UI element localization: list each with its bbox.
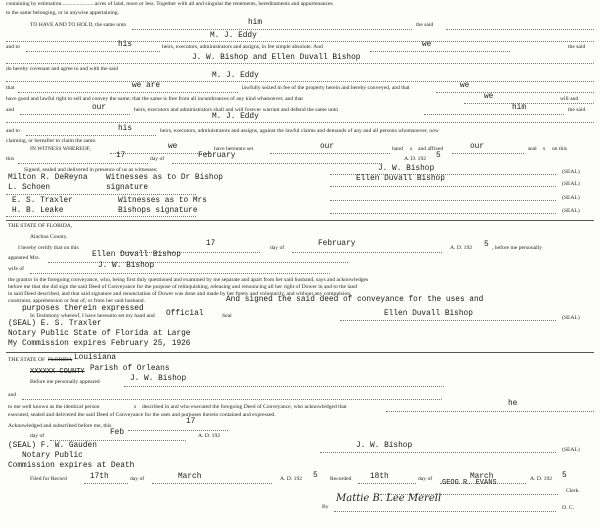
header-line-1: containing by estimation........................acres of land, more or less. Together with all and singular the tenements, hereditaments and appurtenances [6,1,333,7]
heirs-clause: heirs, executors, administrators and assigns, in fee simple absolute. And [162,44,323,50]
purposes-typed: purposes therein expressed [22,305,144,313]
signature-line [320,452,556,453]
la-executed: executed, sealed and delivered the said Deed of Conveyance for the uses and purposes therein contained and expressed. [8,412,276,418]
fill-line [464,103,594,104]
that-label: that [6,85,15,91]
fill-line [6,122,594,123]
florida-certify: I hereby certify that on this [18,245,79,251]
florida-day: 17 [206,240,216,248]
la-month: Feb [110,429,125,437]
filed-day-of: day of [130,476,145,482]
witness-year: 5 [436,152,441,160]
la-commission: Commission expires at Death [8,462,135,470]
the-said-2: the said [568,44,586,50]
witness-our-2: our [470,143,485,151]
la-before-me: Before me personally appeared [30,379,100,385]
signed-label: Signed, sealed and delivered in presence of us as witnesses: [24,167,158,173]
witness-1: Milton R. DeReyna [8,174,88,182]
filed-label: Filed for Record [30,476,67,482]
grantor-pronoun: we [422,41,432,49]
we-3: we [484,93,494,101]
this-label: this [6,156,15,162]
la-parish: Parish of Orleans [90,365,170,373]
fill-line [358,483,416,484]
notary-seal: (SEAL) E. S. Traxler [8,320,102,328]
seal-3: (SEAL) [562,195,580,201]
grantor-2-signature: Ellen Duvall Bishop [356,175,445,183]
seized-clause: lawfully seized in fee of the property herein and hereby conveyed, and that [242,85,410,91]
grantor-1-signature: J. W. Bishop [378,165,435,173]
fill-line [6,81,594,82]
filed-ad: A. D. 192 [280,476,303,482]
signature-line [340,320,556,321]
witness-day: 17 [116,152,126,160]
witness-4: H. B. Leake [12,207,64,215]
florida-county: Alachua County. [30,234,68,240]
fill-line [128,430,228,431]
recorded-month: March [470,473,494,481]
our: our [92,104,107,112]
notary-commission: My Commission expires February 25, 1926 [8,340,191,348]
witness-our: our [320,143,335,151]
covenant-grantee: M. J. Eddy [212,72,259,80]
la-state-struck: FLORIDA [48,357,73,363]
section-separator [6,352,594,353]
fill-line [424,114,564,115]
signature-line [330,186,556,187]
recorded-ad: A. D. 192 [530,476,553,482]
fill-line [124,386,444,387]
filed-day: 17th [90,473,109,481]
fill-line [26,135,156,136]
la-s: s [134,404,137,410]
deputy-signature: Mattie B. Lee Merell [336,493,442,504]
dc-label: D. C. [562,505,574,511]
fill-line [6,41,594,42]
la-ad: A. D. 192 [198,433,221,439]
habendum-label: TO HAVE AND TO HOLD, the same unto [30,22,127,28]
day-of: day of [150,156,165,162]
la-described: described in and who executed the foregoing Deed of Conveyance, who acknowledged that [142,404,347,410]
we-2: we [460,82,470,90]
la-notary: Notary Public [22,452,83,460]
fill-line [452,153,524,154]
la-state-prefix: THE STATE OF [8,357,46,363]
florida-signer: Ellen Duvall Bishop [384,310,473,318]
appeared-name: Ellen Duvall Bishop [92,251,181,259]
fill-line [446,29,594,30]
signature-line [330,200,556,201]
la-name: J. W. Bishop [130,375,187,383]
notary-title: Notary Public State of Florida at Large [8,330,191,338]
hand-s: s [410,146,413,152]
bishops-signature: Bishops signature [118,207,198,215]
ack-para-2: before me that she did sign the said Deed of Conveyance for the purpose of relinquishing, releasing and renouncing all her right of Dower in and to the land [8,284,358,290]
florida-year: 5 [484,241,489,249]
good-right-clause: have good and lawful right to sell and convey the same; that the same is free from all incumbrances of any kind whatsoever, and that [6,96,303,102]
la-and: and [8,392,17,398]
claiming: claiming, or hereafter to claim the same. [6,138,97,144]
florida-before-me: , before me personally [492,245,543,251]
and-label: and [6,107,15,113]
fill-line [292,252,442,253]
fill-line [172,163,382,164]
testimony-label: In Testimony whereof, I have hereunto set my hand and [30,313,155,319]
and-affixed: and affixed [418,146,444,152]
florida-month: February [318,240,356,248]
grantor-names: J. W. Bishop and Ellen Duvall Bishop [192,54,361,62]
clerk-label: Clerk. [566,488,580,494]
witness-3: E. S. Traxler [12,197,73,205]
by-label: By [322,504,329,510]
witness-month: February [198,152,236,160]
la-state-typed: Louisiana [74,354,117,362]
fill-line [6,63,594,64]
la-day: 17 [186,418,196,426]
filed-year: 5 [313,472,318,480]
fill-line [50,440,186,441]
la-grantor: J. W. Bishop [356,442,413,450]
la-seal: (SEAL) [562,447,580,453]
la-county-struck: XXXXXX COUNTY [30,368,85,376]
and-to: and to [6,44,20,50]
and-to-2: and to [6,128,20,134]
seal-label: seal [528,146,537,152]
hand-label: hand [392,146,403,152]
grantee-name-2: M. J. Eddy [212,113,259,121]
appeared-label: appeared Mrs. [8,255,40,261]
recorded-day-of: day of [418,476,433,482]
la-day-of: day of [30,433,45,439]
signature-line [334,511,556,512]
signature-line [330,213,556,214]
fill-line [20,114,130,115]
have-set: have hereunto set [214,146,254,152]
fill-line [386,411,594,412]
covenant-clause: do hereby covenant and agree to and with the said [6,66,118,72]
fill-line [132,29,412,30]
on-this: on this [552,146,568,152]
fill-line [30,273,330,274]
ack-para-3: in said Deed described, and that said signature and renunciation of Dower was done and made by her freely and voluntarily, and without any compulsion, [8,291,352,297]
the-said-3: the said [568,107,586,113]
clerk-name: GEOG R. EVANS [442,479,497,487]
seal-4: (SEAL) [562,208,580,214]
fill-line [152,483,272,484]
la-known: to me well known as the identical person [8,404,100,410]
filed-month: March [178,473,202,481]
seal-s: s [543,146,546,152]
fill-line [370,51,510,52]
ack-para-4: constraint, apprehension or fear of, or from her said husband. [8,298,146,304]
his-2: his [118,125,133,133]
fill-line [18,163,148,164]
recorded-label: Recorded [330,476,352,482]
witness-label: IN WITNESS WHEREOF, [30,146,91,152]
warrant-clause: heirs, executors and administrators shall and will forever warrant and defend the same unto [134,107,339,113]
fill-line [436,92,594,93]
signed-typed: And signed the said deed of conveyance for the uses and [226,296,484,304]
header-line-2: to the same belonging, or in anywise appertaining. [6,10,119,16]
fill-line [6,216,196,217]
lawful-claims: heirs, executors, administrators and assigns, against the lawful claims and demands of any and all persons whomsoever, now [160,128,439,134]
florida-state: THE STATE OF FLORIDA, [8,223,73,229]
recorded-day: 18th [370,473,389,481]
the-said: the said [416,22,434,28]
signature-word: signature [106,184,149,192]
witnesses-as-to-dr: Witnesses as to Dr Bishop [106,174,223,182]
la-seal-name: (SEAL) F. W. Gauden [8,442,97,450]
fill-line [84,483,128,484]
we-are: we are [132,82,161,90]
ack-para-1: the grantor in the foregoing conveyance, who, being first duly questioned and examined by me separate and apart from her said husband, says and acknowledges [8,277,369,283]
witness-2: L. Schoen [8,184,51,192]
wife-of-label: wife of [8,266,24,272]
florida-ad: A. D. 192 [450,245,473,251]
la-he: he [508,400,518,408]
grantee-name: M. J. Eddy [210,32,257,40]
witnesses-as-to-mrs: Witnesses as to Mrs [118,197,207,205]
seal-word: Seal [222,313,232,319]
recorded-year: 5 [562,472,567,480]
florida-seal: (SEAL) [562,315,580,321]
florida-day-of: day of [270,245,285,251]
grantee-pronoun: him [248,19,263,27]
seal-2: (SEAL) [562,181,580,187]
seal-1: (SEAL) [562,169,580,175]
fill-line [48,262,348,263]
section-separator [6,220,594,221]
fill-line [26,51,160,52]
la-ack-label: Acknowledged and subscribed before me, this [8,423,112,429]
fill-line [6,194,196,195]
husband-name: J. W. Bishop [98,262,155,270]
official-typed: Official [166,310,204,318]
him-2: him [512,104,527,112]
fill-line [270,153,390,154]
ad-label: A. D. 192 [404,156,427,162]
witness-we: we [168,143,178,151]
will-and: will and [560,96,579,102]
possessive-his: his [118,41,133,49]
fill-line [18,92,238,93]
fill-line [22,399,442,400]
